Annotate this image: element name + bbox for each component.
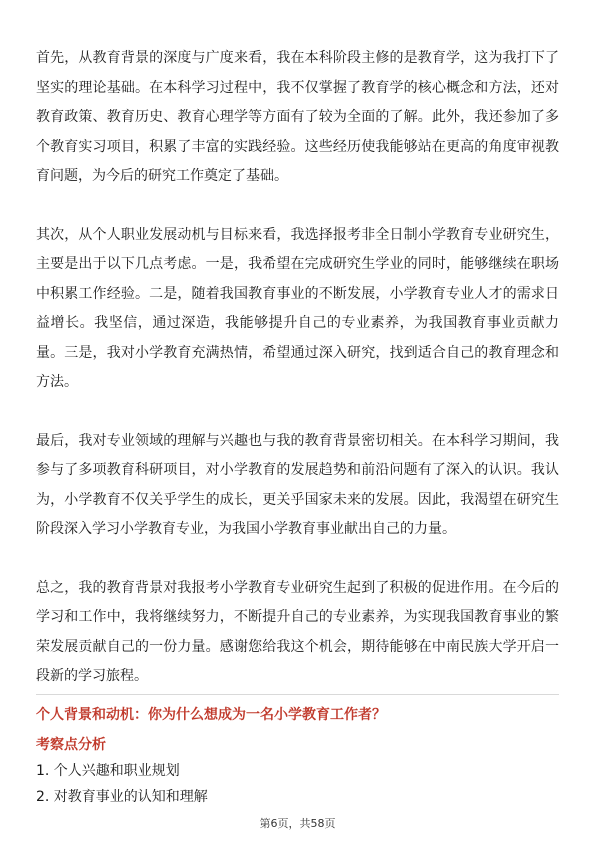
paragraph-conclusion: 总之，我的教育背景对我报考小学教育专业研究生起到了积极的促进作用。在今后的学习和工作中，我将继续努力，不断提升自己的专业素养，为实现我国教育事业的繁荣发展贡献自己的一份力量。感谢您给我这个机会，期待能够在中南民族大学开启一段新的学习旅程。 xyxy=(36,579,559,684)
paragraph-field-interest: 最后，我对专业领域的理解与兴趣也与我的教育背景密切相关。在本科学习期间，我参与了多项教育科研项目，对小学教育的发展趋势和前沿问题有了深入的认识。我认为，小学教育不仅关乎学生的成长，更关乎国家未来的发展。因此，我渴望在研究生阶段深入学习小学教育专业，为我国小学教育事业献出自己的力量。 xyxy=(36,432,559,537)
analysis-points-list xyxy=(36,758,559,810)
list-item: 2. 对教育事业的认知和理解 xyxy=(36,789,208,805)
paragraph-career-motivation: 其次，从个人职业发展动机与目标来看，我选择报考非全日制小学教育专业研究生，主要是出于以下几点考虑。一是，我希望在完成研究生学业的同时，能够继续在职场中积累工作经验。二是，随着我国教育事业的不断发展，小学教育专业人才的需求日益增长。我坚信，通过深造，我能够提升自己的专业素养，为我国教育事业贡献力量。三是，我对小学教育充满热情，希望通过深入研究，找到适合自己的教育理念和方法。 xyxy=(36,226,559,390)
list-item: 1. 个人兴趣和职业规划 xyxy=(36,763,180,779)
question-heading: 个人背景和动机：你为什么想成为一名小学教育工作者？ xyxy=(36,707,386,723)
answer-body xyxy=(36,44,559,721)
analysis-heading: 考察点分析 xyxy=(36,737,106,753)
page-number: 第6页，共58页 xyxy=(259,817,336,830)
section-divider xyxy=(36,694,559,695)
paragraph-education-background: 首先，从教育背景的深度与广度来看，我在本科阶段主修的是教育学，这为我打下了坚实的理论基础。在本科学习过程中，我不仅掌握了教育学的核心概念和方法，还对教育政策、教育历史、教育心理学等方面有了较为全面的了解。此外，我还参加了多个教育实习项目，积累了丰富的实践经验。这些经历使我能够站在更高的角度审视教育问题，为今后的研究工作奠定了基础。 xyxy=(36,50,559,184)
